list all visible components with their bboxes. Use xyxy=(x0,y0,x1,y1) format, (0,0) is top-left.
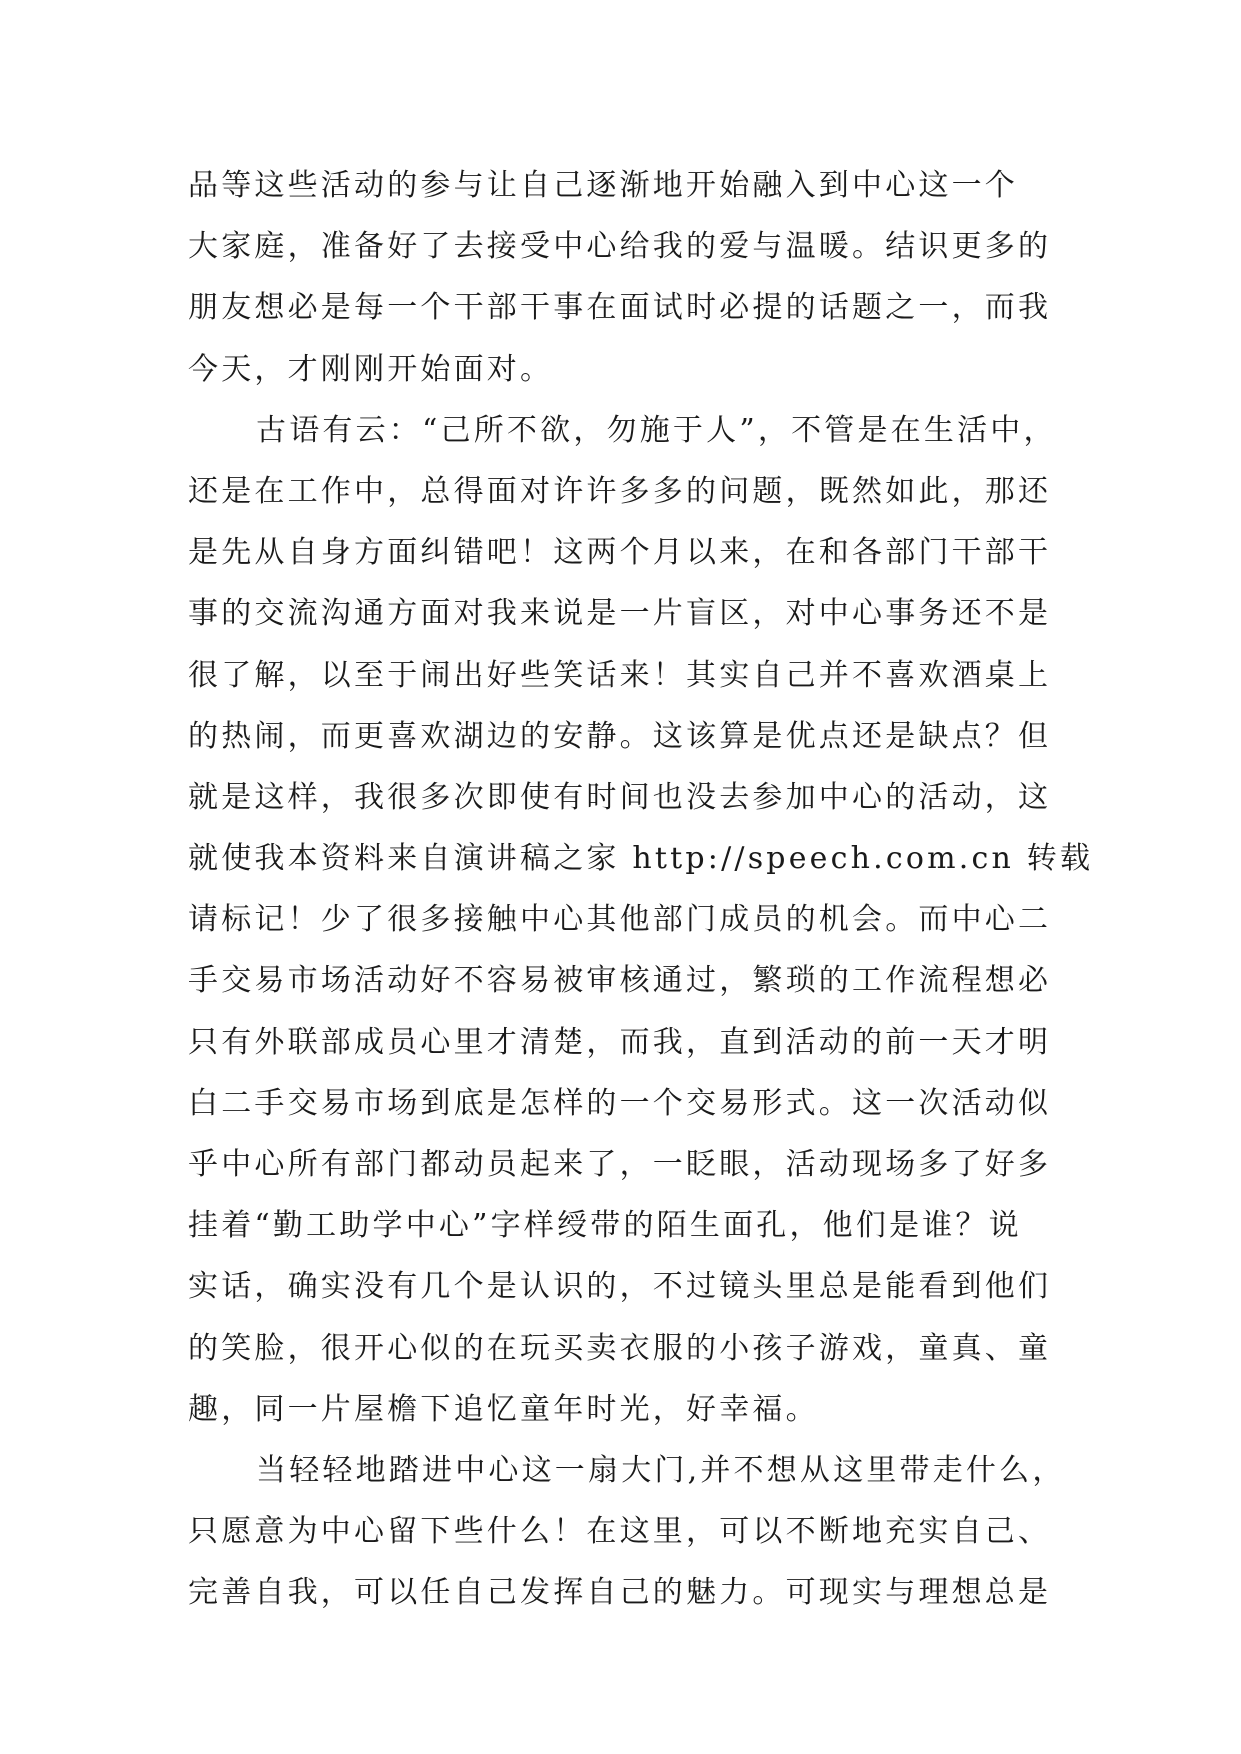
text-line: 是先从自身方面纠错吧！这两个月以来，在和各部门干部干 xyxy=(188,535,1052,571)
text-line: 品等这些活动的参与让自己逐渐地开始融入到中心这一个 xyxy=(188,168,1018,203)
text-line: 很了解，以至于闹出好些笑话来！其实自己并不喜欢酒桌上 xyxy=(188,657,1052,693)
text-line: 白二手交易市场到底是怎样的一个交易形式。这一次活动似 xyxy=(188,1085,1052,1121)
text-line: 还是在工作中，总得面对许许多多的问题，既然如此，那还 xyxy=(188,473,1052,509)
text-line: 趣，同一片屋檐下追忆童年时光，好幸福。 xyxy=(188,1391,819,1427)
text-line: 只有外联部成员心里才清楚，而我，直到活动的前一天才明 xyxy=(188,1024,1052,1060)
text-line: 只愿意为中心留下些什么！在这里，可以不断地充实自己、 xyxy=(188,1514,1052,1550)
document-body xyxy=(188,155,1094,1624)
text-line: 大家庭，准备好了去接受中心给我的爱与温暖。结识更多的 xyxy=(188,229,1052,265)
text-line: 的笑脸，很开心似的在玩买卖衣服的小孩子游戏，童真、童 xyxy=(188,1330,1052,1366)
text-line: 挂着“勤工助学中心”字样绶带的陌生面孔，他们是谁？说 xyxy=(188,1208,1022,1244)
text-line: 实话，确实没有几个是认识的，不过镜头里总是能看到他们 xyxy=(188,1269,1052,1305)
text-line: 事的交流沟通方面对我来说是一片盲区，对中心事务还不是 xyxy=(188,596,1052,632)
text-line: 就是这样，我很多次即使有时间也没去参加中心的活动，这 xyxy=(188,779,1052,815)
text-line: 乎中心所有部门都动员起来了，一眨眼，活动现场多了好多 xyxy=(188,1147,1052,1182)
text-line: 就使我本资料来自演讲稿之家 http://speech.com.cn 转载 xyxy=(188,841,1094,877)
paragraph-start-line: 当轻轻地踏进中心这一扇大门,并不想从这里带走什么， xyxy=(256,1452,1066,1488)
text-line: 完善自我，可以任自己发挥自己的魅力。可现实与理想总是 xyxy=(188,1575,1052,1611)
text-line: 朋友想必是每一个干部干事在面试时必提的话题之一，而我 xyxy=(188,290,1052,326)
text-line: 今天，才刚刚开始面对。 xyxy=(188,351,554,387)
text-line: 请标记！少了很多接触中心其他部门成员的机会。而中心二 xyxy=(188,902,1052,938)
text-line: 的热闹，而更喜欢湖边的安静。这该算是优点还是缺点？但 xyxy=(188,718,1052,754)
text-line: 手交易市场活动好不容易被审核通过，繁琐的工作流程想必 xyxy=(188,963,1052,999)
paragraph-start-line: 古语有云：“己所不欲，勿施于人”，不管是在生活中， xyxy=(256,412,1057,448)
